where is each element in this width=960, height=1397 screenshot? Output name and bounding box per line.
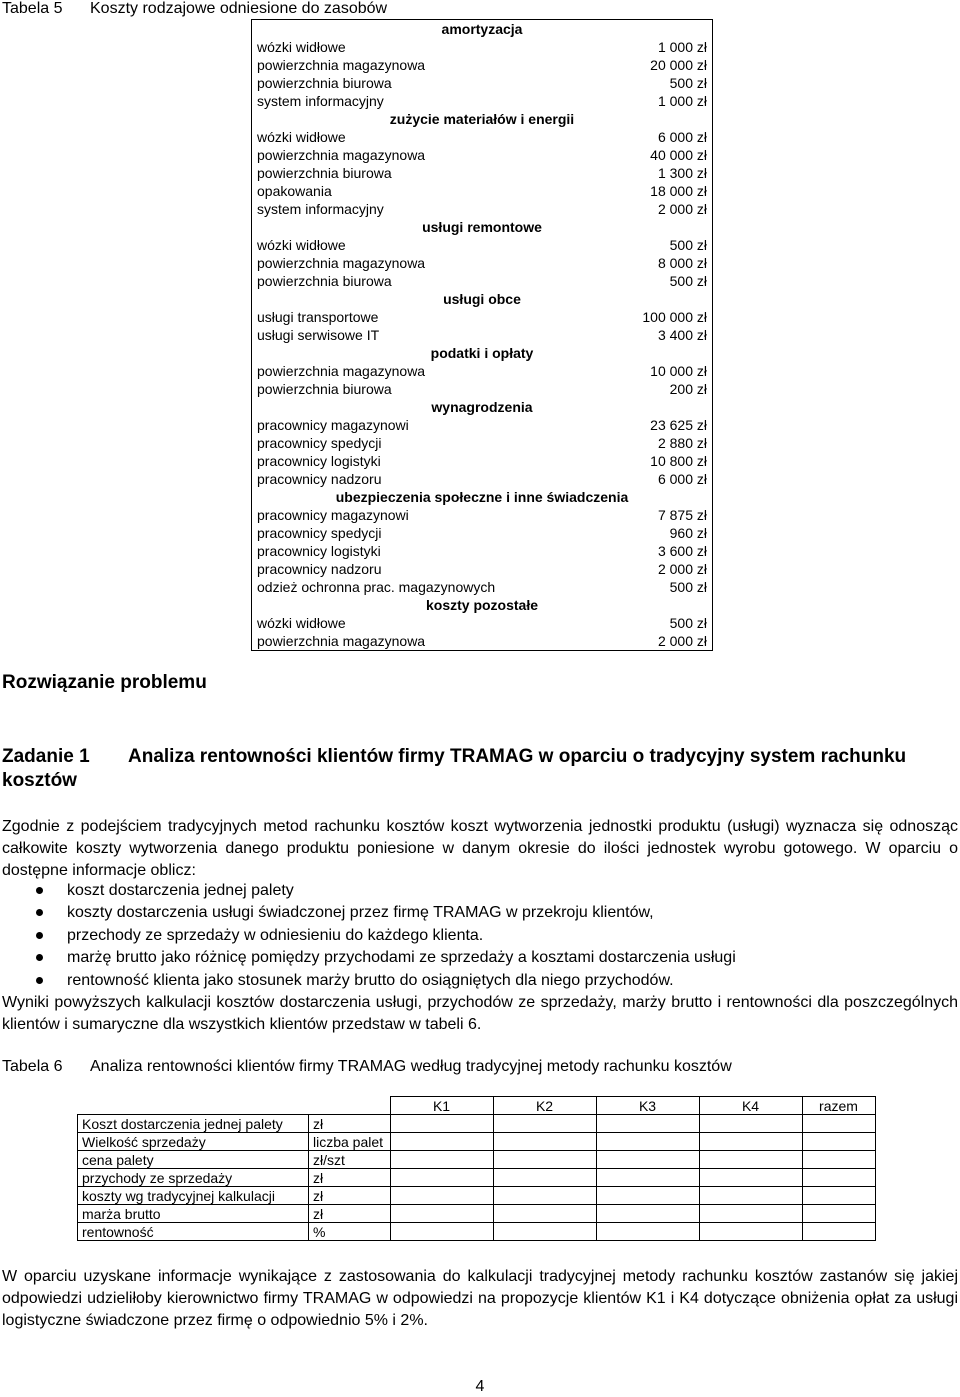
task-list-item: rentowność klienta jako stosunek marży brutto do osiągniętych dla niego przychodów.	[2, 970, 736, 992]
table5-item-value: 200 zł	[669, 380, 707, 397]
table6-empty-cell	[802, 1151, 875, 1169]
table5-number: Tabela 5	[2, 0, 63, 17]
table6-empty-cell	[802, 1187, 875, 1205]
table5-category-row	[252, 20, 713, 39]
table5-row	[252, 578, 713, 596]
table6-empty-cell	[390, 1169, 493, 1187]
table5-caption	[2, 0, 387, 18]
table5-item-value: 23 625 zł	[650, 416, 707, 433]
table6-empty-cell	[596, 1187, 699, 1205]
table6-empty-cell	[802, 1115, 875, 1133]
table6-empty-header-cell	[309, 1097, 391, 1115]
table6-empty-cell	[390, 1187, 493, 1205]
table5-item-label: pracownicy magazynowi	[257, 416, 409, 433]
table6-row	[78, 1169, 876, 1187]
table5-item-label: usługi transportowe	[257, 308, 379, 325]
table5-item-value: 20 000 zł	[650, 56, 707, 73]
table5-row	[252, 236, 713, 254]
paragraph-results: Wyniki powyższych kalkulacji kosztów dostarczenia usługi, przychodów ze sprzedaży, marży brutto i rentowności dla poszczególnych klientów i sumaryczne dla wszystkich klientów przedstaw w tabeli 6.	[2, 994, 958, 1033]
table6-empty-cell	[699, 1169, 802, 1187]
table5-row	[252, 434, 713, 452]
table5-item-label: wózki widłowe	[257, 128, 346, 145]
section-heading: Rozwiązanie problemu	[2, 672, 207, 693]
table6-empty-cell	[802, 1169, 875, 1187]
table5-category-row	[252, 596, 713, 614]
table6-row-unit: zł	[309, 1115, 391, 1133]
table5-item-label: powierzchnia biurowa	[257, 272, 392, 289]
table5-row	[252, 164, 713, 182]
table5-category-label: podatki i opłaty	[430, 344, 534, 361]
table5-item-label: system informacyjny	[257, 200, 384, 217]
table6-column-header: K2	[493, 1097, 596, 1115]
table5-row	[252, 200, 713, 218]
table6-row-label: marża brutto	[78, 1205, 309, 1223]
table5-item-label: usługi serwisowe IT	[257, 326, 380, 343]
table5-item-value: 2 000 zł	[657, 200, 707, 217]
table5-item-label: odzież ochronna prac. magazynowych	[257, 578, 496, 595]
table6-empty-cell	[493, 1133, 596, 1151]
table5-title: Koszty rodzajowe odniesione do zasobów	[90, 0, 388, 17]
table6-row-label: Wielkość sprzedaży	[78, 1133, 309, 1151]
table6-empty-cell	[596, 1169, 699, 1187]
table5-row	[252, 92, 713, 110]
table5-item-value: 3 400 zł	[657, 326, 707, 343]
table6-column-header: K3	[596, 1097, 699, 1115]
table5-item-label: powierzchnia magazynowa	[257, 56, 426, 73]
table5-row	[252, 254, 713, 272]
table6-header-row	[78, 1097, 876, 1115]
table6-empty-cell	[802, 1133, 875, 1151]
table6-empty-cell	[493, 1169, 596, 1187]
task-title: Analiza rentowności klientów firmy TRAMAG w oparciu o tradycyjny system rachunku kosztów	[2, 746, 907, 791]
table6-title: Analiza rentowności klientów firmy TRAMAG według tradycyjnej metody rachunku kosztów	[90, 1058, 732, 1075]
table5-item-label: pracownicy magazynowi	[257, 506, 409, 523]
table5-category-label: usługi remontowe	[422, 218, 542, 235]
table6-empty-cell	[493, 1115, 596, 1133]
table6-profitability	[77, 1096, 876, 1241]
table5-item-label: pracownicy nadzoru	[257, 470, 382, 487]
table5-category-label: amortyzacja	[441, 20, 523, 37]
table5-item-value: 500 zł	[669, 236, 707, 253]
table6-empty-cell	[390, 1205, 493, 1223]
table6-empty-cell	[596, 1205, 699, 1223]
table6-empty-cell	[699, 1205, 802, 1223]
table6-empty-cell	[802, 1205, 875, 1223]
table5-row	[252, 182, 713, 200]
table5-item-value: 500 zł	[669, 272, 707, 289]
table5-row	[252, 614, 713, 632]
table5-item-value: 500 zł	[669, 74, 707, 91]
table5-row	[252, 524, 713, 542]
table5-row	[252, 146, 713, 164]
table6-row-label: cena palety	[78, 1151, 309, 1169]
table6-empty-cell	[390, 1223, 493, 1241]
table5-row	[252, 506, 713, 524]
table5-row	[252, 560, 713, 578]
table6-empty-cell	[699, 1133, 802, 1151]
task-heading	[2, 745, 958, 793]
table6-row	[78, 1205, 876, 1223]
table6-row-label: Koszt dostarczenia jednej palety	[78, 1115, 309, 1133]
table6-row	[78, 1115, 876, 1133]
table6-row-unit: liczba palet	[309, 1133, 391, 1151]
table6-empty-cell	[596, 1223, 699, 1241]
table5-item-value: 18 000 zł	[650, 182, 707, 199]
table5-category-label: koszty pozostałe	[425, 596, 539, 613]
table5-item-value: 3 600 zł	[657, 542, 707, 559]
table5-category-label: ubezpieczenia społeczne i inne świadczenia	[335, 488, 629, 505]
table5-item-value: 10 000 zł	[650, 362, 707, 379]
table6-empty-cell	[699, 1187, 802, 1205]
table5-item-label: pracownicy logistyki	[257, 452, 381, 469]
table6-empty-cell	[493, 1223, 596, 1241]
table5-item-label: pracownicy spedycji	[257, 524, 382, 541]
table5-row	[252, 308, 713, 326]
table5-row	[252, 632, 713, 651]
table6-empty-cell	[802, 1223, 875, 1241]
table6-row-unit: %	[309, 1223, 391, 1241]
table5-row	[252, 326, 713, 344]
table5-category-row	[252, 110, 713, 128]
table5-row	[252, 38, 713, 56]
table5-row	[252, 362, 713, 380]
table5-row	[252, 380, 713, 398]
table5-category-row	[252, 290, 713, 308]
table5-item-value: 40 000 zł	[650, 146, 707, 163]
table5-item-value: 500 zł	[669, 578, 707, 595]
table6-caption	[2, 1058, 732, 1076]
table6-row	[78, 1223, 876, 1241]
table6-number: Tabela 6	[2, 1058, 63, 1075]
table6-empty-cell	[596, 1151, 699, 1169]
table5-item-value: 960 zł	[669, 524, 707, 541]
table5-category-label: zużycie materiałów i energii	[389, 110, 575, 127]
table6-empty-cell	[390, 1133, 493, 1151]
task-list-item: koszt dostarczenia jednej palety	[2, 880, 736, 902]
table6-empty-cell	[493, 1187, 596, 1205]
table5-item-label: wózki widłowe	[257, 236, 346, 253]
table5-item-value: 1 000 zł	[657, 92, 707, 109]
table5-item-label: powierzchnia magazynowa	[257, 254, 426, 271]
table6-empty-cell	[493, 1151, 596, 1169]
table5-row	[252, 272, 713, 290]
table5-item-value: 8 000 zł	[657, 254, 707, 271]
table5-row	[252, 470, 713, 488]
table6-empty-cell	[699, 1115, 802, 1133]
task-list-item: przechody ze sprzedaży w odniesieniu do każdego klienta.	[2, 925, 736, 947]
table6-empty-cell	[493, 1205, 596, 1223]
task-number: Zadanie 1	[2, 746, 90, 767]
table5-category-row	[252, 398, 713, 416]
table5-item-value: 7 875 zł	[657, 506, 707, 523]
table6-row	[78, 1133, 876, 1151]
task-list-item: marżę brutto jako różnicę pomiędzy przychodami ze sprzedaży a kosztami dostarczenia usługi	[2, 947, 736, 969]
table5-row	[252, 56, 713, 74]
table6-empty-cell	[699, 1223, 802, 1241]
table5-item-label: wózki widłowe	[257, 614, 346, 631]
table5-item-value: 1 300 zł	[657, 164, 707, 181]
page-number: 4	[475, 1378, 485, 1395]
table5-item-label: pracownicy logistyki	[257, 542, 381, 559]
table5-row	[252, 416, 713, 434]
table5-item-value: 2 880 zł	[657, 434, 707, 451]
table5-category-label: wynagrodzenia	[431, 398, 533, 415]
table5-category-row	[252, 488, 713, 506]
table6-empty-header-cell	[78, 1097, 309, 1115]
table6-row-label: przychody ze sprzedaży	[78, 1169, 309, 1187]
table6-empty-cell	[390, 1115, 493, 1133]
table6-empty-cell	[596, 1133, 699, 1151]
table6-row-unit: zł/szt	[309, 1151, 391, 1169]
table6-empty-cell	[596, 1115, 699, 1133]
table5-item-label: powierzchnia magazynowa	[257, 146, 426, 163]
table5-item-value: 100 000 zł	[642, 308, 707, 325]
table6-column-header: K4	[699, 1097, 802, 1115]
table6-row-unit: zł	[309, 1187, 391, 1205]
paragraph-intro: Zgodnie z podejściem tradycyjnych metod rachunku kosztów koszt wytworzenia jednostki produktu (usługi) wyznacza się odnosząc całkowite koszty wytworzenia danego produktu poniesione w danym okresie do ilości jednostek wyrobu gotowego. W oparciu o dostępne informacje oblicz:	[2, 818, 958, 879]
table5-item-label: powierzchnia biurowa	[257, 164, 392, 181]
table6-empty-cell	[390, 1151, 493, 1169]
table6-row	[78, 1187, 876, 1205]
table5-item-value: 10 800 zł	[650, 452, 707, 469]
table5-category-row	[252, 218, 713, 236]
table5-item-value: 1 000 zł	[657, 38, 707, 55]
task-list-item: koszty dostarczenia usługi świadczonej przez firmę TRAMAG w przekroju klientów,	[2, 902, 736, 924]
table5-row	[252, 452, 713, 470]
table6-column-header: razem	[802, 1097, 875, 1115]
table6-row-unit: zł	[309, 1205, 391, 1223]
table5-item-label: powierzchnia magazynowa	[257, 632, 426, 649]
table5-resource-costs	[251, 19, 713, 651]
table5-item-value: 2 000 zł	[657, 632, 707, 649]
table5-item-label: wózki widłowe	[257, 38, 346, 55]
table5-row	[252, 74, 713, 92]
paragraph-question: W oparciu uzyskane informacje wynikające z zastosowania do kalkulacji tradycyjnej metody rachunku kosztów zastanów się jakiej odpowiedzi udzieliłoby kierownictwo firmy TRAMAG w odpowiedzi na propozycje klientów K1 i K4 dotyczące obniżenia opłat za usługi logistyczne świadczone przez firmę o odpowiednio 5% i 2%.	[2, 1268, 958, 1329]
table5-row	[252, 542, 713, 560]
table6-row-label: koszty wg tradycyjnej kalkulacji	[78, 1187, 309, 1205]
table6-row-label: rentowność	[78, 1223, 309, 1241]
task-list	[2, 880, 736, 992]
table5-item-label: opakowania	[257, 182, 332, 199]
table5-item-value: 2 000 zł	[657, 560, 707, 577]
table6-empty-cell	[699, 1151, 802, 1169]
table5-category-label: usługi obce	[443, 290, 521, 307]
table5-item-label: powierzchnia magazynowa	[257, 362, 426, 379]
table5-item-label: pracownicy nadzoru	[257, 560, 382, 577]
table5-item-value: 6 000 zł	[657, 470, 707, 487]
table5-row	[252, 128, 713, 146]
table5-item-label: pracownicy spedycji	[257, 434, 382, 451]
table5-item-label: powierzchnia biurowa	[257, 74, 392, 91]
table6-column-header: K1	[390, 1097, 493, 1115]
table5-item-value: 500 zł	[669, 614, 707, 631]
table5-item-label: powierzchnia biurowa	[257, 380, 392, 397]
table6-row	[78, 1151, 876, 1169]
table6-row-unit: zł	[309, 1169, 391, 1187]
table5-item-label: system informacyjny	[257, 92, 384, 109]
table5-item-value: 6 000 zł	[657, 128, 707, 145]
table5-category-row	[252, 344, 713, 362]
